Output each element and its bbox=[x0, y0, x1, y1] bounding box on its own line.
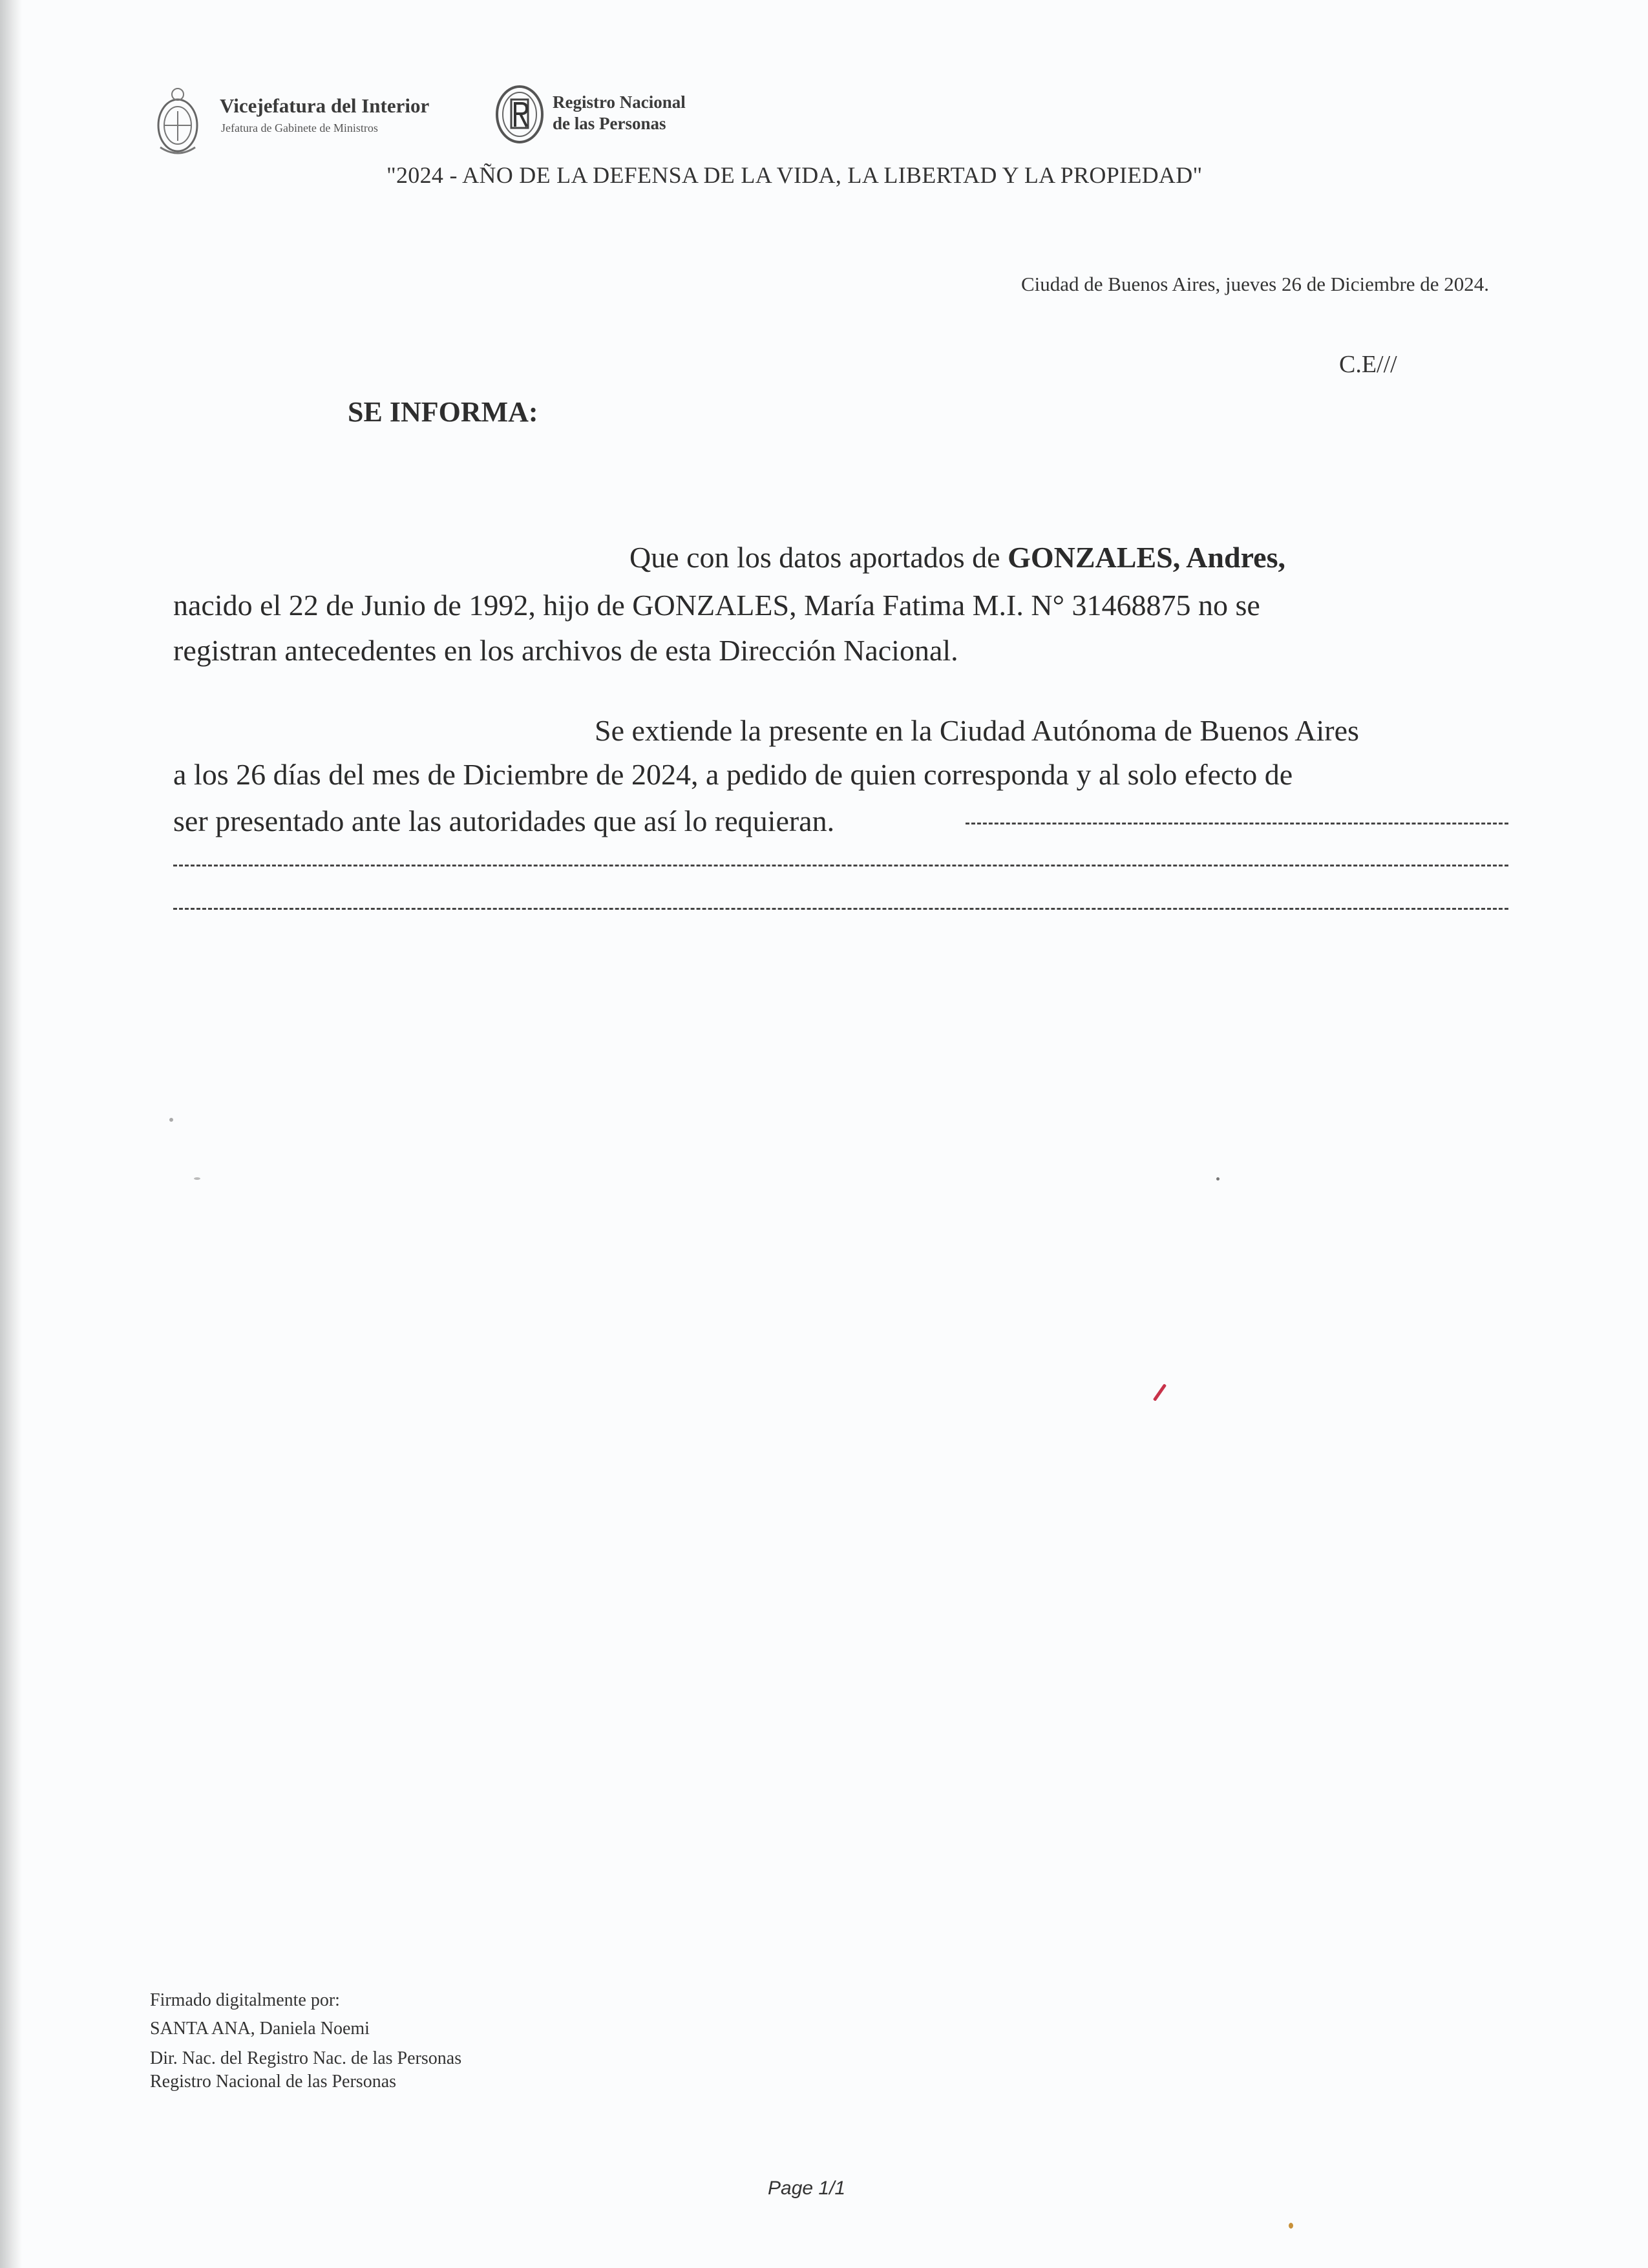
date-line: Ciudad de Buenos Aires, jueves 26 de Diciembre de 2024. bbox=[1021, 273, 1490, 295]
scan-speck bbox=[1216, 1177, 1220, 1181]
scan-speck bbox=[194, 1177, 200, 1180]
paper-left-edge bbox=[0, 0, 22, 2268]
subject-name: GONZALES, Andres, bbox=[1008, 541, 1285, 574]
reference-code: C.E/// bbox=[1339, 351, 1397, 378]
paragraph2-line2: a los 26 días del mes de Diciembre de 2024, a pedido de quien corresponda y al solo efecto de bbox=[173, 758, 1293, 791]
section-heading: SE INFORMA: bbox=[348, 396, 538, 428]
dash-filler-line bbox=[173, 865, 1508, 866]
dash-filler-line bbox=[966, 823, 1508, 824]
org1-subtitle: Jefatura de Gabinete de Ministros bbox=[221, 121, 378, 134]
paragraph2-line3: ser presentado ante las autoridades que así lo requieran. bbox=[173, 804, 835, 837]
paragraph1-line1 bbox=[629, 540, 1285, 574]
document-page bbox=[18, 0, 1648, 2268]
signer-role: Dir. Nac. del Registro Nac. de las Personas bbox=[150, 2048, 462, 2068]
rnp-logo-icon bbox=[494, 84, 545, 145]
paragraph1-line2: nacido el 22 de Junio de 1992, hijo de GONZALES, María Fatima M.I. N° 31468875 no se bbox=[173, 589, 1260, 622]
signer-name: SANTA ANA, Daniela Noemi bbox=[150, 2019, 370, 2039]
paragraph1-intro: Que con los datos aportados de bbox=[629, 541, 1008, 574]
scan-speck bbox=[169, 1118, 173, 1122]
signer-organization: Registro Nacional de las Personas bbox=[150, 2072, 397, 2092]
signature-label: Firmado digitalmente por: bbox=[150, 1990, 340, 2010]
scan-speck bbox=[1289, 2223, 1293, 2229]
org2-name-line2: de las Personas bbox=[553, 114, 666, 133]
year-motto: "2024 - AÑO DE LA DEFENSA DE LA VIDA, LA LIBERTAD Y LA PROPIEDAD" bbox=[386, 162, 1203, 188]
paragraph1-line3: registran antecedentes en los archivos de esta Dirección Nacional. bbox=[173, 634, 958, 667]
paragraph2-line1: Se extiende la presente en la Ciudad Autónoma de Buenos Aires bbox=[595, 714, 1359, 747]
coat-of-arms-icon bbox=[155, 83, 200, 159]
page-number: Page 1/1 bbox=[768, 2178, 846, 2199]
dash-filler-line bbox=[173, 908, 1508, 910]
org1-name: Vicejefatura del Interior bbox=[220, 94, 430, 117]
org2-name-line1: Registro Nacional bbox=[553, 92, 686, 112]
